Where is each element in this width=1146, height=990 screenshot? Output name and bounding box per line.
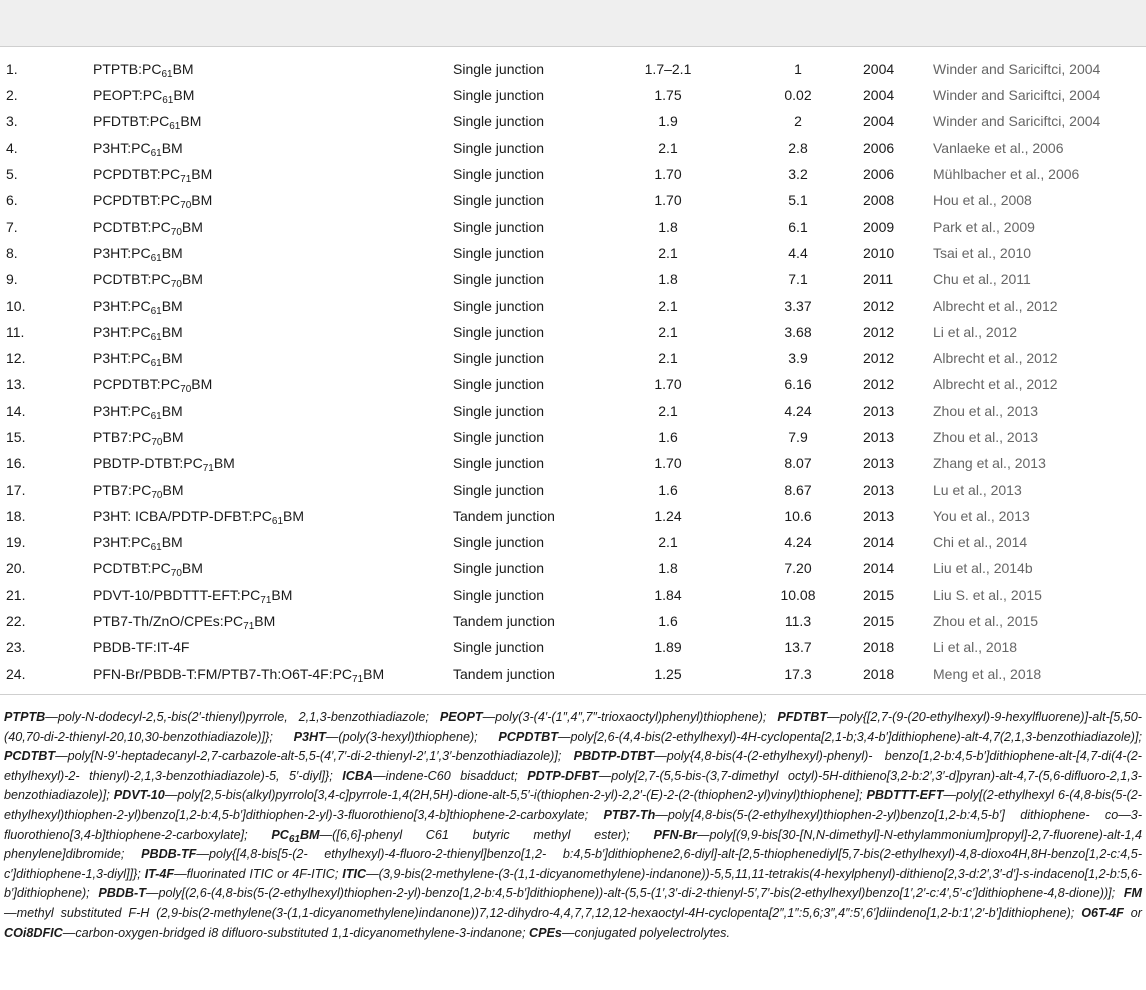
table-body — [0, 46, 1146, 687]
cell-material: $PCDTBT:PC_{70}BM$ — [93, 218, 203, 238]
cell-sno: 19. — [6, 534, 26, 551]
cell-bandgap: 1.8 — [658, 218, 678, 235]
cell-reference: Winder and Sariciftci, 2004 — [933, 87, 1101, 104]
cell-sno: 1. — [6, 61, 18, 77]
cell-reference: Li et al., 2018 — [933, 639, 1018, 656]
cell-efficiency: 2 — [794, 113, 802, 130]
cell-efficiency: 13.7 — [784, 639, 812, 656]
cell-efficiency: 4.24 — [784, 402, 812, 419]
cell-material: $PFDTBT:PC_{61}BM$ — [93, 113, 202, 133]
cell-year: 2004 — [863, 113, 895, 130]
cell-efficiency: 6.16 — [784, 376, 812, 393]
cell-year: 2015 — [863, 586, 895, 603]
cell-reference: Tsai et al., 2010 — [933, 244, 1032, 261]
cell-efficiency: 6.1 — [788, 218, 808, 235]
header-references — [933, 0, 1146, 46]
footnote-term: ITIC — [342, 866, 367, 881]
cell-architecture: Single junction — [453, 481, 545, 498]
cell-architecture: Single junction — [453, 139, 545, 156]
cell-material: $P3HT:PC_{61}BM$ — [93, 402, 183, 422]
cell-reference: Park et al., 2009 — [933, 218, 1035, 235]
table-row — [0, 82, 1146, 108]
table-row — [0, 634, 1146, 660]
cell-year: 2008 — [863, 192, 895, 209]
cell-bandgap: 1.70 — [654, 166, 682, 183]
cell-architecture: Single junction — [453, 271, 545, 288]
cell-efficiency: 4.4 — [788, 244, 808, 261]
table-row — [0, 661, 1146, 687]
footnote-definition: —methyl substituted F-H (2,9-bis(2-methylene(3-(1,1-dicyanomethylene)indanone))7,12-dihydro-4,4,7,7,12,12-hexaoctyl-4H-cyclopenta[2″,1″:5,6;3″,4″:5′,6′]diindeno[1,2-b:1′,2′-b′]dithiophene); — [4, 905, 1082, 920]
cell-sno: 8. — [6, 244, 18, 261]
cell-year: 2006 — [863, 139, 895, 156]
cell-architecture: Single junction — [453, 402, 545, 419]
cell-bandgap: 2.1 — [658, 402, 678, 419]
cell-reference: Zhou et al., 2013 — [933, 402, 1039, 419]
cell-architecture: Single junction — [453, 297, 545, 314]
footnote-definition: —([6,6]-phenyl C61 butyric methyl ester); — [319, 827, 654, 842]
footnote-definition: —poly{[4,8-bis[5-(2- ethylhexyl)-4-fluoro-2-thienyl]benzo[1,2- b:4,5-b′]dithiophene2,6-diyl]-alt-[2,5-thiophenediyl[5,7-bis(2-ethylhexyl)-4,8-dioxo4H,8H-benzo[1,2-c:4,5-c′]dithiophene-1,3-diyl]]}; — [4, 847, 1143, 881]
cell-year: 2009 — [863, 218, 895, 235]
table-row — [0, 292, 1146, 318]
cell-sno: 4. — [6, 139, 18, 156]
header-bandgap — [603, 0, 733, 46]
cell-sno: 3. — [6, 113, 18, 130]
table-row — [0, 398, 1146, 424]
cell-architecture: Single junction — [453, 113, 545, 130]
cell-architecture: Single junction — [453, 192, 545, 209]
footnote-definition: —poly[(2-ethylhexyl 6-(4,8-bis(5-(2-ethylhexyl)thiophen-2-yl)benzo[1,2-b:4,5-b′]dithiophen-2-yl)-3-fluorothieno[3,4-b]thiophene-2-carboxylate; — [4, 788, 1142, 822]
footnote-definition: —indene-C60 bisadduct; — [373, 768, 528, 783]
footnote-term: PBDB-TF — [141, 847, 197, 862]
cell-architecture: Single junction — [453, 350, 545, 367]
cell-architecture: Tandem junction — [453, 665, 555, 682]
cell-efficiency: 8.67 — [784, 481, 812, 498]
cell-bandgap: 1.8 — [658, 271, 678, 288]
cell-bandgap: 1.9 — [658, 113, 678, 130]
cell-sno: 23. — [6, 639, 26, 656]
footnote-term: PDTP-DFBT — [527, 768, 599, 783]
header-material — [93, 0, 453, 46]
cell-year: 2013 — [863, 507, 895, 524]
footnote-term: PCDTBT — [4, 749, 56, 764]
footnote-term: PTB7-Th — [603, 807, 656, 822]
cell-bandgap: 1.84 — [654, 586, 682, 603]
footnote-term: PTPTB — [4, 710, 46, 724]
footnotes — [4, 708, 1142, 943]
cell-material: PBDTP-$DTBT:PC_{71}BM$ — [93, 455, 235, 475]
cell-architecture: Single junction — [453, 639, 545, 656]
table-row — [0, 450, 1146, 476]
cell-efficiency: 11.3 — [784, 613, 812, 630]
cell-bandgap: 2.1 — [658, 534, 678, 551]
cell-reference: Hou et al., 2008 — [933, 192, 1032, 209]
cell-sno: 20. — [6, 560, 26, 577]
cell-architecture: Single junction — [453, 455, 545, 472]
cell-material: PBDB-TF:IT-4F — [93, 639, 190, 656]
header-rule — [0, 46, 1146, 47]
cell-material: $P3HT:PC_{61}BM$ — [93, 350, 183, 370]
cell-sno: 12. — [6, 350, 26, 367]
cell-architecture: Single junction — [453, 534, 545, 551]
cell-bandgap: 1.70 — [654, 376, 682, 393]
footnote-definition: —poly[N-9′-heptadecanyl-2,7-carbazole-alt-5,5-(4′,7′-di-2-thienyl-2′,1′,3′-benzothiadiazole)]; — [55, 749, 574, 764]
cell-material: $PCDTBT:PC_{70}BM$ — [93, 271, 203, 291]
cell-material: $PCPDTBT:PC_{71}BM$ — [93, 166, 213, 186]
cell-bandgap: 2.1 — [658, 139, 678, 156]
cell-architecture: Single junction — [453, 560, 545, 577]
cell-year: 2012 — [863, 350, 895, 367]
cell-reference: Albrecht et al., 2012 — [933, 297, 1058, 314]
cell-efficiency: 0.02 — [784, 87, 812, 104]
table-row — [0, 213, 1146, 239]
cell-sno: 13. — [6, 376, 26, 393]
footnote-definition: —poly[2,7-(5,5-bis-(3,7-dimethyl octyl)-5H-dithieno[3,2-b:2′,3′-d]pyran)-alt-4,7-(5,6-difluoro-2,1,3-benzothiadiazole)]; — [4, 768, 1142, 803]
table-row — [0, 135, 1146, 161]
cell-sno: 24. — [6, 665, 26, 682]
table-row — [0, 582, 1146, 608]
footnote-definition: —poly[4,8-bis(5-(2-ethylhexyl)thiophen-2-yl)benzo[1,2-b:4,5-b′] dithiophene- co—3-fluorothieno[3,4-b]thiophene-2-carboxylate]; — [4, 807, 1143, 842]
cell-bandgap: 1.6 — [658, 613, 678, 630]
cell-year: 2013 — [863, 402, 895, 419]
table-row — [0, 266, 1146, 292]
cell-material: $P3HT:PC_{61}BM$ — [93, 534, 183, 554]
footnote-definition: —(3,9-bis(2-methylene-(3-(1,1-dicyanomethylene)-indanone))-5,5,11,11-tetrakis(4-hexylphenyl)-dithieno[2,3-d:2′,3′-d′]-s-indaceno[1,2-b:5,6-b′]dithiophene); — [4, 866, 1142, 901]
cell-architecture: Single junction — [453, 429, 545, 445]
table-row — [0, 46, 1146, 82]
table-row — [0, 555, 1146, 581]
footnote-term: PDVT-10 — [113, 788, 165, 803]
cell-material: $PTB7:PC_{70}BM$ — [93, 429, 184, 448]
cell-year: 2013 — [863, 455, 895, 472]
table-row — [0, 240, 1146, 266]
footnote-term: PFDTBT — [777, 710, 828, 724]
cell-sno: 10. — [6, 297, 26, 314]
table-row — [0, 319, 1146, 345]
cell-efficiency: 3.37 — [784, 297, 812, 314]
cell-architecture: Single junction — [453, 586, 545, 603]
cell-sno: 5. — [6, 166, 18, 183]
cell-bandgap: 1.70 — [654, 192, 682, 209]
cell-bandgap: 1.6 — [658, 481, 678, 498]
cell-bandgap: 1.6 — [658, 429, 678, 445]
cell-year: 2006 — [863, 166, 895, 183]
cell-year: 2018 — [863, 639, 895, 656]
cell-sno: 11. — [6, 323, 25, 340]
cell-material: PFN-$Br/PBDB-T:FM/PTB7-Th:O6T-4F:PC_{71}BM$ — [93, 665, 385, 685]
footnote-definition: or — [1123, 905, 1142, 920]
cell-material: $P3HT:PC_{61}BM$ — [93, 139, 183, 159]
cell-efficiency: 3.2 — [788, 166, 808, 183]
footnote-definition: —poly-N-dodecyl-2,5,-bis(2′-thienyl)pyrrole, 2,1,3-benzothiadiazole; — [45, 710, 440, 724]
cell-efficiency: 2.8 — [788, 139, 808, 156]
cell-reference: You et al., 2013 — [933, 507, 1030, 524]
cell-sno: 7. — [6, 218, 18, 235]
header-architecture — [453, 0, 603, 46]
cell-sno: 18. — [6, 507, 26, 524]
cell-reference: Chi et al., 2014 — [933, 534, 1028, 551]
cell-material: $P3HT:PC_{61}BM$ — [93, 297, 183, 317]
cell-material: $P3HT:PC_{61}BM$ — [93, 323, 183, 343]
table-row — [0, 503, 1146, 529]
footnote-term: P3HT — [293, 729, 326, 744]
cell-efficiency: 5.1 — [788, 192, 808, 209]
cell-material: $PTB7-Th/ZnO/CPEs:PC_{71}BM$ — [93, 613, 276, 633]
footnote-term: COi8DFIC — [4, 925, 63, 940]
cell-bandgap: 1.75 — [654, 87, 682, 104]
cell-reference: Zhou et al., 2015 — [933, 613, 1039, 630]
footnote-definition: —poly[(2,6-(4,8-bis(5-(2-ethylhexyl)thiophen-2-yl)-benzo[1,2-b:4,5-b′]dithiophene))-alt-(5,5-(1′,3′-di-2-thienyl-5′,7′-bis(2-ethylhexyl)benzo[1′,2′-c:4′,5′-c′]dithiophene-4,8-dione))]; — [145, 886, 1124, 901]
cell-efficiency: 3.9 — [788, 350, 808, 367]
cell-year: 2012 — [863, 323, 895, 340]
cell-reference: Liu S. et al., 2015 — [933, 586, 1042, 603]
cell-sno: 14. — [6, 402, 26, 419]
footnote-term: O6T-4F — [1081, 905, 1124, 920]
cell-reference: Winder and Sariciftci, 2004 — [933, 113, 1101, 130]
cell-efficiency: 8.07 — [784, 455, 812, 472]
cell-reference: Winder and Sariciftci, 2004 — [933, 61, 1101, 77]
cell-year: 2014 — [863, 534, 895, 551]
cell-reference: Zhang et al., 2013 — [933, 455, 1046, 472]
cell-architecture: Single junction — [453, 218, 545, 235]
cell-architecture: Single junction — [453, 166, 545, 183]
cell-material: P3HT: ICBA/$PDTP-DFBT:PC_{61}BM$ — [93, 507, 305, 527]
cell-material: $PTPTB:PC_{61}BM$ — [93, 61, 194, 80]
cell-bandgap: 1.25 — [654, 665, 682, 682]
cell-architecture: Single junction — [453, 61, 545, 77]
footnote-term: IT-4F — [144, 866, 175, 881]
cell-year: 2004 — [863, 61, 895, 77]
footnote-term: CPEs — [529, 925, 562, 940]
cell-material: $PCDTBT:PC_{70}BM$ — [93, 560, 203, 580]
footnote-definition: —poly{4,8-bis(4-(2-ethylhexyl)-phenyl)- benzo[1,2-b:4,5-b′]dithiophene-alt-[4,7-di(4-(2-ethylhexyl)-2- thienyl)-2,1,3-benzothiadiazole)-5, 5′-diyl]}; — [4, 749, 1142, 783]
cell-efficiency: 17.3 — [784, 665, 812, 682]
cell-reference: Albrecht et al., 2012 — [933, 376, 1058, 393]
cell-efficiency: 4.24 — [784, 534, 812, 551]
header-year — [863, 0, 933, 46]
footnote-definition: —poly{[2,7-(9-(20-ethylhexyl)-9-hexylfluorene)]-alt-[5,50-(40,70-di-2-thienyl-20,10,30-benzothiadiazole)]}; — [4, 710, 1142, 744]
cell-year: 2018 — [863, 665, 895, 682]
header-sno — [0, 0, 93, 46]
cell-bandgap: 1.89 — [654, 639, 682, 656]
table-bottom-rule — [0, 694, 1146, 695]
cell-material: $PCPDTBT:PC_{70}BM$ — [93, 376, 213, 396]
table-row — [0, 108, 1146, 134]
table-row — [0, 187, 1146, 213]
cell-bandgap: 1.8 — [658, 560, 678, 577]
cell-efficiency: 1 — [794, 61, 802, 77]
cell-reference: Zhou et al., 2013 — [933, 429, 1039, 445]
table-header-row — [0, 0, 1146, 46]
cell-sno: 15. — [6, 429, 26, 445]
table-row — [0, 529, 1146, 555]
cell-bandgap: 2.1 — [658, 323, 678, 340]
cell-material: PDVT-$10/PBDTTT-EFT:PC_{71}BM$ — [93, 586, 293, 606]
cell-sno: 16. — [6, 455, 26, 472]
footnote-term: PEOPT — [439, 710, 483, 724]
table-row — [0, 608, 1146, 634]
footnote-term: PBDTP-DTBT — [573, 749, 655, 764]
cell-year: 2012 — [863, 376, 895, 393]
cell-efficiency: 7.20 — [784, 560, 812, 577]
cell-year: 2015 — [863, 613, 895, 630]
cell-bandgap: 2.1 — [658, 244, 678, 261]
cell-reference: Chu et al., 2011 — [933, 271, 1031, 288]
cell-material: $PTB7:PC_{70}BM$ — [93, 481, 184, 501]
footnote-definition: —fluorinated ITIC or 4F-ITIC; — [174, 866, 343, 881]
cell-reference: Liu et al., 2014b — [933, 560, 1033, 577]
footnote-definition: —poly[2,6-(4,4-bis(2-ethylhexyl)-4H-cyclopenta[2,1-b;3,4-b′]dithiophene)-alt-4,7(2,1,3-benzothiadiazole)]; — [557, 729, 1142, 744]
cell-year: 2004 — [863, 87, 895, 104]
footnote-term: FM — [1123, 886, 1142, 901]
cell-architecture: Single junction — [453, 323, 545, 340]
cell-bandgap: 2.1 — [658, 350, 678, 367]
cell-reference: Meng et al., 2018 — [933, 665, 1042, 682]
cell-material: $PEOPT:PC_{61}BM$ — [93, 87, 195, 107]
cell-architecture: Tandem junction — [453, 613, 555, 630]
footnote-definition: —carbon-oxygen-bridged i8 difluoro-substituted 1,1-dicyanomethylene-3-indanone; — [62, 925, 530, 940]
cell-sno: 9. — [6, 271, 18, 288]
cell-efficiency: 10.08 — [780, 586, 816, 603]
footnote-definition: —conjugated polyelectrolytes. — [561, 925, 730, 940]
cell-bandgap: 1.24 — [654, 507, 682, 524]
cell-year: 2011 — [863, 271, 894, 288]
cell-architecture: Single junction — [453, 244, 545, 261]
footnote-term: PCPDTBT — [498, 729, 558, 744]
cell-bandgap: 2.1 — [658, 297, 678, 314]
cell-material: $PCPDTBT:PC_{70}BM$ — [93, 192, 213, 212]
cell-sno: 21. — [6, 586, 26, 603]
footnote-term: ICBA — [342, 768, 374, 783]
cell-reference: Lu et al., 2013 — [933, 481, 1022, 498]
table-row — [0, 476, 1146, 502]
cell-efficiency: 7.9 — [788, 429, 808, 445]
cell-architecture: Single junction — [453, 87, 545, 104]
footnote-definition: —poly(3-(4′-(1″,4″,7″-trioxaoctyl)phenyl)thiophene); — [482, 710, 778, 724]
header-efficiency — [733, 0, 863, 46]
cell-reference: Albrecht et al., 2012 — [933, 350, 1058, 367]
cell-reference: Li et al., 2012 — [933, 323, 1018, 340]
cell-sno: 17. — [6, 481, 26, 498]
footnote-term: PFN-Br — [653, 827, 697, 842]
cell-architecture: Tandem junction — [453, 507, 555, 524]
cell-architecture: Single junction — [453, 376, 545, 393]
cell-year: 2013 — [863, 429, 895, 445]
cell-efficiency: 3.68 — [784, 323, 812, 340]
cell-year: 2012 — [863, 297, 895, 314]
footnote-definition: —(poly(3-hexyl)thiophene); — [325, 729, 499, 744]
footnote-term: PBDTTT-EFT — [866, 788, 944, 803]
footnote-definition: —poly[2,5-bis(alkyl)pyrrolo[3,4-c]pyrrole-1,4(2H,5H)-dione-alt-5,5′-i(thiophen-2-yl)-2,2′-(E)-2-(2-(thiophen2-yl)vinyl)thiophene]; — [164, 788, 867, 803]
table-row — [0, 371, 1146, 397]
cell-reference: Mühlbacher et al., 2006 — [933, 166, 1080, 183]
table-row — [0, 424, 1146, 450]
cell-sno: 2. — [6, 87, 18, 104]
cell-year: 2010 — [863, 244, 895, 261]
cell-efficiency: 10.6 — [784, 507, 812, 524]
cell-year: 2014 — [863, 560, 895, 577]
table-row — [0, 345, 1146, 371]
footnote-definition: —poly[(9,9-bis[30-[N,N-dimethyl]-N-ethylammonium]propyl]-2,7-fluorene)-alt-1,4 phenylene]dibromide; — [4, 827, 1142, 862]
table-row — [0, 161, 1146, 187]
cell-sno: 22. — [6, 613, 26, 630]
footnote-term: $PC_{61}BM$ — [271, 827, 320, 845]
footnote-term: PBDB-T — [98, 886, 146, 901]
cell-year: 2013 — [863, 481, 895, 498]
cell-bandgap: 1.7–2.1 — [644, 61, 692, 77]
cell-material: $P3HT:PC_{61}BM$ — [93, 244, 183, 264]
cell-efficiency: 7.1 — [788, 271, 808, 288]
cell-reference: Vanlaeke et al., 2006 — [933, 139, 1064, 156]
cell-bandgap: 1.70 — [654, 455, 682, 472]
cell-sno: 6. — [6, 192, 18, 209]
